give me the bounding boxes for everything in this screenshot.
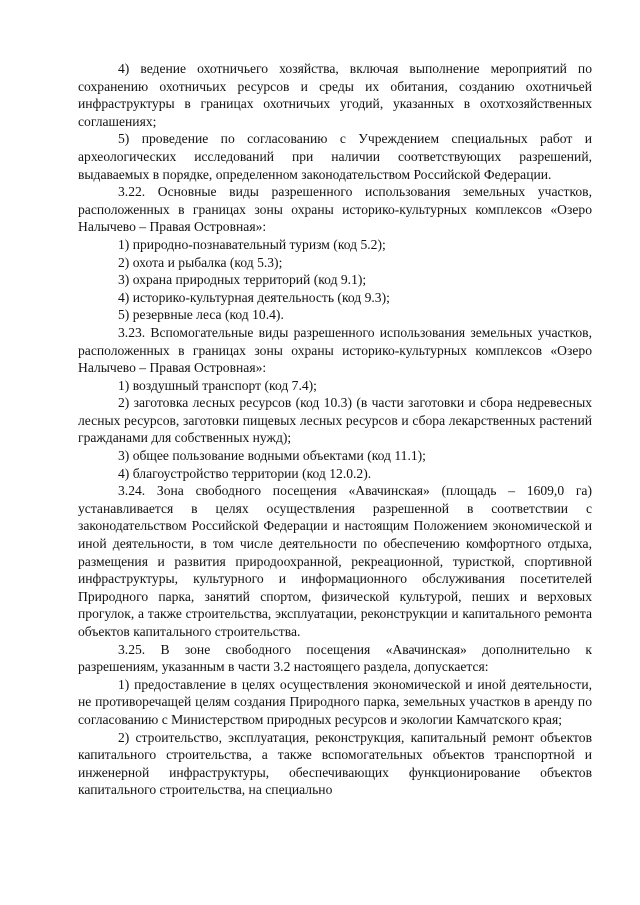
list-item-3-22-4: 4) историко-культурная деятельность (код 9.3); bbox=[118, 289, 390, 305]
list-item-3-23-4: 4) благоустройство территории (код 12.0.2). bbox=[118, 465, 372, 481]
paragraph-4-hunting: 4) ведение охотничьего хозяйства, включая выполнение мероприятий по сохранению охотничьих ресурсов и среды их обитания, созданию охотничьей инфраструктуры в границах охотничьих угодий, указанных в охотхозяйственных соглашениях; bbox=[78, 61, 592, 129]
section-3-24: 3.24. Зона свободного посещения «Авачинская» (площадь – 1609,0 га) устанавливается в целях осуществления разрешенной в соответствии с законодательством Российской Федерации и настоящим Положением экономической и иной деятельности, в том числе деятельности по обеспечению комфортного отдыха, размещения и развития природоохранной, рекреационной, туристкой, спортивной инфраструктуры, культурного и информационного обслуживания посетителей Природного парка, занятий спортом, физической культурой, пеших и верховых прогулок, а также строительства, эксплуатации, реконструкции и капитального ремонта объектов капитального строительства. bbox=[78, 483, 592, 639]
list-item-3-22-2: 2) охота и рыбалка (код 5.3); bbox=[118, 254, 283, 270]
list-item-3-23-3: 3) общее пользование водными объектами (код 11.1); bbox=[118, 448, 426, 464]
paragraph-5-archaeology: 5) проведение по согласованию с Учреждением специальных работ и археологических исследований при наличии соответствующих разрешений, выдаваемых в порядке, определенном законодательством Российской Федерации. bbox=[78, 131, 592, 182]
list-item-3-22-1: 1) природно-познавательный туризм (код 5.2); bbox=[118, 236, 386, 252]
document-page bbox=[78, 60, 592, 799]
list-item-3-25-2: 2) строительство, эксплуатация, реконструкция, капитальный ремонт объектов капитального строительства, а также вспомогательных объектов транспортной и инженерной инфраструктуры, обеспечивающих функционирование объектов капитального строительства, на специально bbox=[78, 729, 592, 798]
list-item-3-22-3: 3) охрана природных территорий (код 9.1); bbox=[118, 272, 367, 288]
list-item-3-23-1: 1) воздушный транспорт (код 7.4); bbox=[118, 377, 317, 393]
list-item-3-23-2: 2) заготовка лесных ресурсов (код 10.3) (в части заготовки и сбора недревесных лесных ресурсов, заготовки пищевых лесных ресурсов и сбора лекарственных растений гражданами для собственных нужд); bbox=[78, 395, 592, 446]
list-item-3-22-5: 5) резервные леса (код 10.4). bbox=[118, 307, 284, 323]
section-3-25: 3.25. В зоне свободного посещения «Авачинская» дополнительно к разрешениям, указанным в части 3.2 настоящего раздела, допускается: bbox=[78, 641, 592, 675]
section-3-23: 3.23. Вспомогательные виды разрешенного использования земельных участков, расположенных в границах зоны охраны историко-культурных комплексов «Озеро Налычево – Правая Островная»: bbox=[78, 324, 592, 376]
list-item-3-25-1: 1) предоставление в целях осуществления экономической и иной деятельности, не противоречащей целям создания Природного парка, земельных участков в аренду по согласованию с Министерством природных ресурсов и экологии Камчатского края; bbox=[78, 676, 592, 727]
section-3-22: 3.22. Основные виды разрешенного использования земельных участков, расположенных в границах зоны охраны историко-культурных комплексов «Озеро Налычево – Правая Островная»: bbox=[78, 184, 592, 235]
